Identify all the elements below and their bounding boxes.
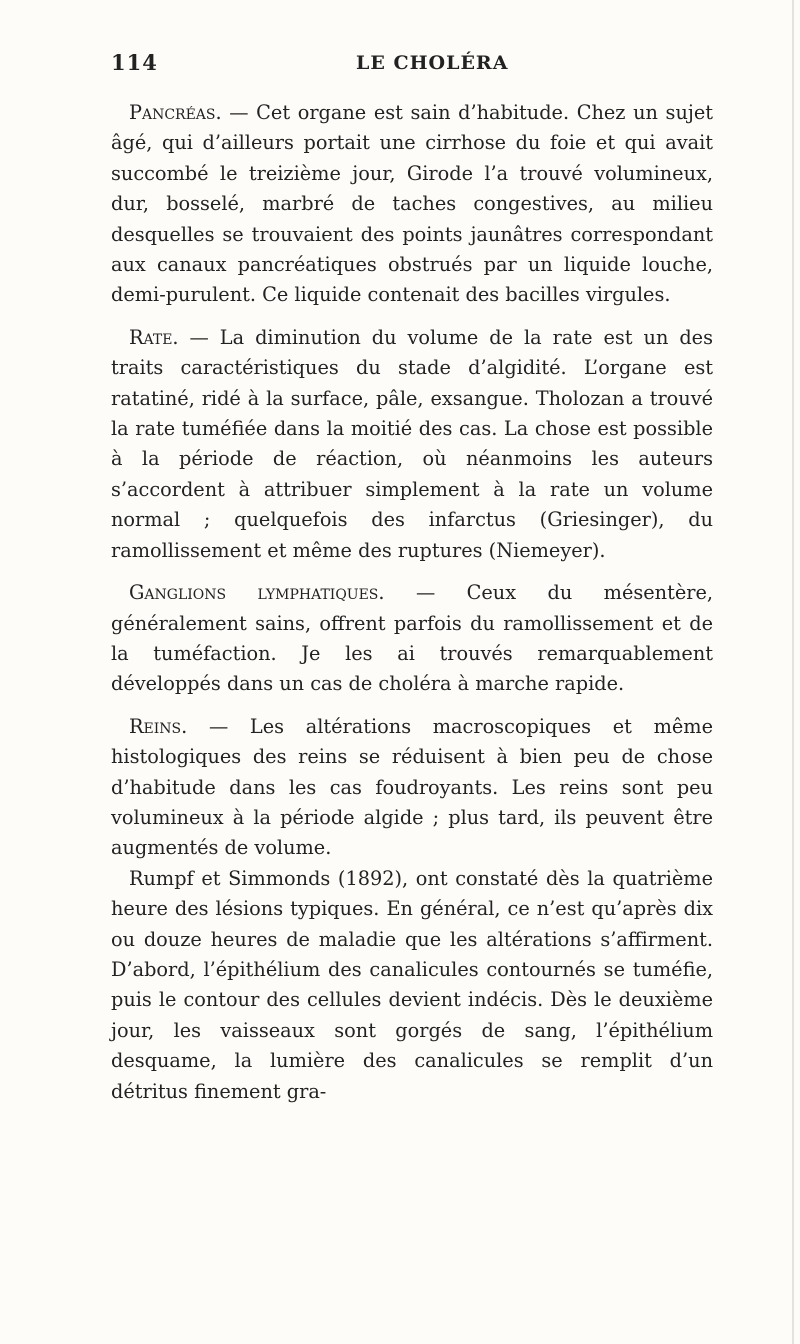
paragraph-ganglions <box>111 578 713 700</box>
body-text <box>111 98 713 1107</box>
section-heading-reins: Reins. <box>129 714 188 738</box>
running-title: LE CHOLÉRA <box>356 52 509 74</box>
paragraph-reins <box>111 712 713 864</box>
section-heading-ganglions: Ganglions lymphatiques. <box>129 581 385 605</box>
paragraph-rumpf-simmonds <box>111 864 713 1107</box>
page-header <box>111 50 711 80</box>
paragraph-text-ganglions: — Ceux du mésentère, généralement sains, offrent parfois du ramollissement et de la tuméfaction. Je les ai trouvés remarquablement développés dans un cas de choléra à marche rapide. <box>111 581 713 696</box>
section-heading-rate: Rate. <box>129 325 179 349</box>
paragraph-text-rumpf-simmonds: Rumpf et Simmonds (1892), ont constaté dès la quatrième heure des lésions typiques. En général, ce n’est qu’après dix ou douze heures de maladie que les altérations s’affirment. D’abord, l’épithélium des canalicules contournés se tuméfie, puis le contour des cellules devient indécis. Dès le deuxième jour, les vaisseaux sont gorgés de sang, l’épithélium desquame, la lumière des canalicules se remplit d’un détritus finement gra- <box>111 866 713 1103</box>
paragraph-rate <box>111 323 713 566</box>
page-number: 114 <box>111 50 158 75</box>
paragraph-pancreas <box>111 98 713 311</box>
page-edge-divider <box>792 0 794 1344</box>
paragraph-text-rate: — La diminution du volume de la rate est un des traits caractéristiques du stade d’algidité. L’organe est ratatiné, ridé à la surface, pâle, exsangue. Tholozan a trouvé la rate tuméfiée dans la moitié des cas. La chose est possible à la période de réaction, où néanmoins les auteurs s’accordent à attribuer simplement à la rate un volume normal ; quelquefois des infarctus (Griesinger), du ramollissement et même des ruptures (Niemeyer). <box>111 325 713 562</box>
section-heading-pancreas: Pancréas. <box>129 101 222 124</box>
paragraph-text-pancreas: — Cet organe est sain d’habitude. Chez un sujet âgé, qui d’ailleurs portait une cirrhose du foie et qui avait succombé le treizième jour, Girode l’a trouvé volumineux, dur, bosselé, marbré de taches congestives, au milieu desquelles se trouvaient des points jaunâtres correspondant aux canaux pancréatiques obstrués par un liquide louche, demi-purulent. Ce liquide contenait des bacilles virgules. <box>111 101 713 307</box>
paragraph-text-reins: — Les altérations macroscopiques et même histologiques des reins se réduisent à bien peu de chose d’habitude dans les cas foudroyants. Les reins sont peu volumineux à la période algide ; plus tard, ils peuvent être augmentés de volume. <box>111 714 713 860</box>
